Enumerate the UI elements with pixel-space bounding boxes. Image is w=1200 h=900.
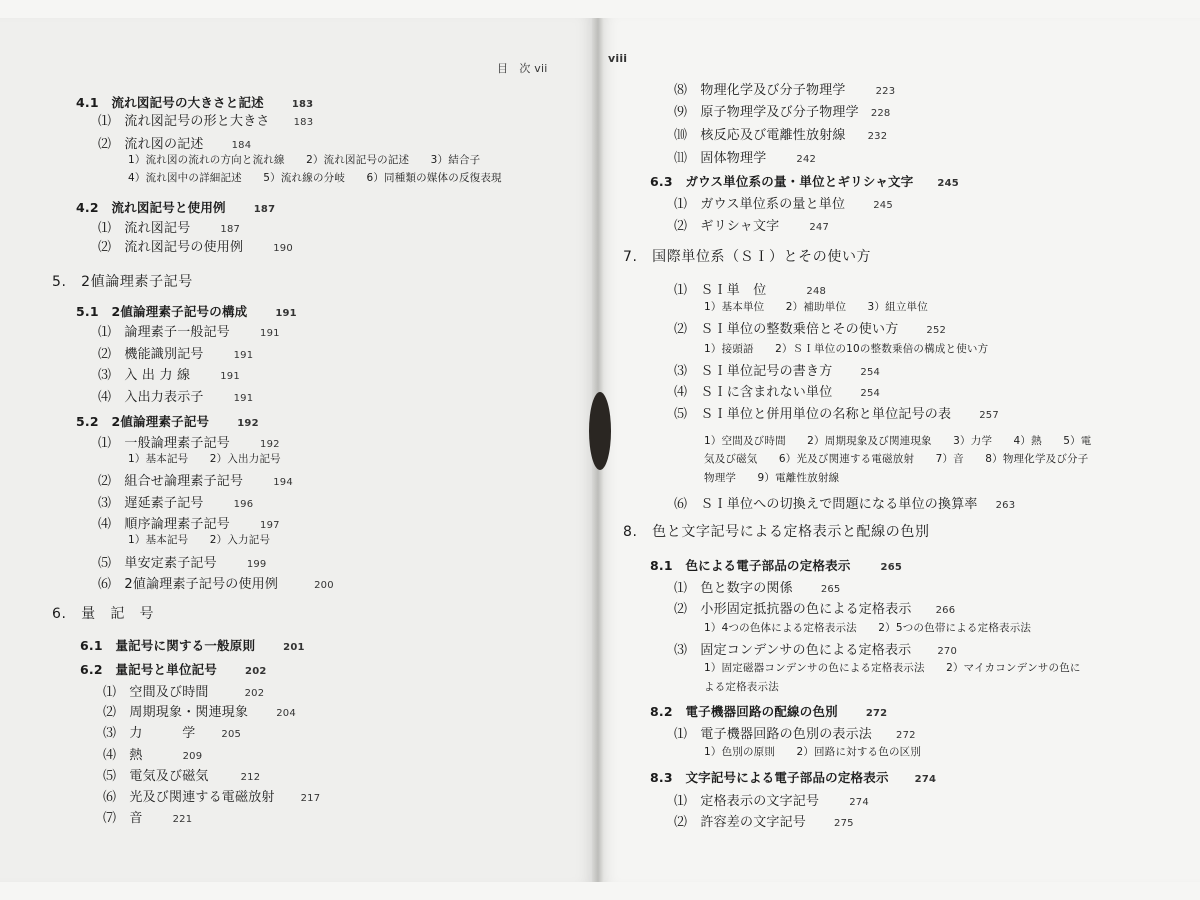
toc-subtopics: 1）接頭語 2）ＳＩ単位の10の整数乗倍の構成と使い方 <box>704 343 989 355</box>
toc-entry: ⑺ 音 221 <box>103 811 193 826</box>
toc-entry: ⑹ 2値論理素子記号の使用例 200 <box>98 577 334 592</box>
toc-entry-5-1: 5.1 2値論理素子記号の構成 191 <box>76 304 297 319</box>
chapter-5: 5. 2値論理素子記号 <box>52 274 193 290</box>
toc-entry: ⑼ 原子物理学及び分子物理学 228 <box>674 105 891 120</box>
toc-entry-6-3: 6.3 ガウス単位系の量・単位とギリシャ文字 245 <box>650 174 959 189</box>
toc-entry-4-2: 4.2 流れ図記号と使用例 187 <box>76 200 276 215</box>
toc-entry: ⑸ 電気及び磁気 212 <box>103 769 261 784</box>
toc-entry: ⑷ 入出力表示子 191 <box>98 390 254 405</box>
toc-entry-8-1: 8.1 色による電子部品の定格表示 265 <box>650 558 903 573</box>
toc-entry: ⑶ 力 学 205 <box>103 726 242 741</box>
left-page-header: 目 次 vii <box>497 62 548 75</box>
toc-subtopics: 1）固定磁器コンデンサの色による定格表示法 2）マイカコンデンサの色に <box>704 662 1081 674</box>
toc-entry: ⑴ 論理素子一般記号 191 <box>98 325 280 340</box>
toc-entry-8-2: 8.2 電子機器回路の配線の色別 272 <box>650 704 888 719</box>
toc-entry: ⑷ 熱 209 <box>103 748 203 763</box>
toc-entry: ⑹ ＳＩ単位への切換えで問題になる単位の換算率 263 <box>674 497 1016 512</box>
chapter-7: 7. 国際単位系（ＳＩ）とその使い方 <box>623 249 872 265</box>
chapter-6: 6. 量 記 号 <box>52 606 155 622</box>
toc-subtopics: よる定格表示法 <box>704 681 779 693</box>
toc-entry: ⑴ 流れ図記号の形と大きさ 183 <box>98 114 314 129</box>
toc-entry: ⑵ 小形固定抵抗器の色による定格表示 266 <box>674 602 956 617</box>
toc-entry: ⑶ 固定コンデンサの色による定格表示 270 <box>674 643 958 658</box>
toc-entry: ⑵ 流れ図記号の使用例 190 <box>98 240 293 255</box>
toc-entry: ⑵ 流れ図の記述 184 <box>98 137 252 152</box>
toc-entry: ⑴ ＳＩ単 位 248 <box>674 283 827 298</box>
toc-entry: ⑴ 色と数字の関係 265 <box>674 581 841 596</box>
toc-entry-6-1: 6.1 量記号に関する一般原則 201 <box>80 638 305 653</box>
toc-entry: ⑵ ＳＩ単位の整数乗倍とその使い方 252 <box>674 322 947 337</box>
toc-subtopics: 1）流れ図の流れの方向と流れ線 2）流れ図記号の記述 3）結合子 <box>128 154 481 166</box>
toc-entry: ⑵ 許容差の文字記号 275 <box>674 815 854 830</box>
toc-subtopics: 1）色別の原則 2）回路に対する色の区別 <box>704 746 922 758</box>
toc-subtopics: 1）4つの色体による定格表示法 2）5つの色帯による定格表示法 <box>704 622 1032 634</box>
toc-entry-5-2: 5.2 2値論理素子記号 192 <box>76 414 259 429</box>
right-page-number: viii <box>608 52 628 65</box>
toc-entry: ⑷ 順序論理素子記号 197 <box>98 517 280 532</box>
binding-shadow <box>589 392 611 470</box>
toc-entry: ⑹ 光及び関連する電磁放射 217 <box>103 790 321 805</box>
toc-entry: ⑽ 核反応及び電離性放射線 232 <box>674 128 888 143</box>
toc-entry: ⑸ ＳＩ単位と併用単位の名称と単位記号の表 257 <box>674 407 999 422</box>
toc-entry: ⑷ ＳＩに含まれない単位 254 <box>674 385 881 400</box>
toc-subtopics: 気及び磁気 6）光及び関連する電磁放射 7）音 8）物理化学及び分子 <box>704 453 1089 465</box>
toc-entry-4-1: 4.1 流れ図記号の大きさと記述 183 <box>76 95 314 110</box>
toc-entry: ⑶ ＳＩ単位記号の書き方 254 <box>674 364 881 379</box>
toc-entry: ⑴ 定格表示の文字記号 274 <box>674 794 869 809</box>
toc-entry: ⑵ ギリシャ文字 247 <box>674 219 830 234</box>
toc-subtopics: 4）流れ図中の詳細記述 5）流れ線の分岐 6）同種類の媒体の反復表現 <box>128 172 502 184</box>
toc-subtopics: 1）基本単位 2）補助単位 3）組立単位 <box>704 301 928 313</box>
toc-subtopics: 1）空間及び時間 2）周期現象及び関連現象 3）力学 4）熱 5）電 <box>704 435 1092 447</box>
toc-entry: ⑸ 単安定素子記号 199 <box>98 556 267 571</box>
toc-entry: ⑵ 機能識別記号 191 <box>98 347 254 362</box>
toc-subtopics: 1）基本記号 2）入力記号 <box>128 534 271 546</box>
toc-subtopics: 1）基本記号 2）入出力記号 <box>128 453 281 465</box>
toc-entry: ⑾ 固体物理学 242 <box>674 151 817 166</box>
toc-entry-6-2: 6.2 量記号と単位記号 202 <box>80 662 267 677</box>
toc-entry: ⑴ 一般論理素子記号 192 <box>98 436 280 451</box>
chapter-8: 8. 色と文字記号による定格表示と配線の色別 <box>623 524 930 540</box>
toc-entry: ⑴ ガウス単位系の量と単位 245 <box>674 197 893 212</box>
toc-entry: ⑶ 遅延素子記号 196 <box>98 496 254 511</box>
toc-entry: ⑶ 入 出 力 線 191 <box>98 368 240 383</box>
toc-entry: ⑻ 物理化学及び分子物理学 223 <box>674 83 896 98</box>
toc-entry: ⑴ 流れ図記号 187 <box>98 221 241 236</box>
toc-entry: ⑵ 組合せ論理素子記号 194 <box>98 474 293 489</box>
toc-entry: ⑴ 電子機器回路の色別の表示法 272 <box>674 727 916 742</box>
left-page <box>0 18 598 882</box>
toc-entry-8-3: 8.3 文字記号による電子部品の定格表示 274 <box>650 770 937 785</box>
toc-entry: ⑴ 空間及び時間 202 <box>103 685 265 700</box>
toc-subtopics: 物理学 9）電離性放射線 <box>704 472 840 484</box>
toc-entry: ⑵ 周期現象・関連現象 204 <box>103 705 296 720</box>
